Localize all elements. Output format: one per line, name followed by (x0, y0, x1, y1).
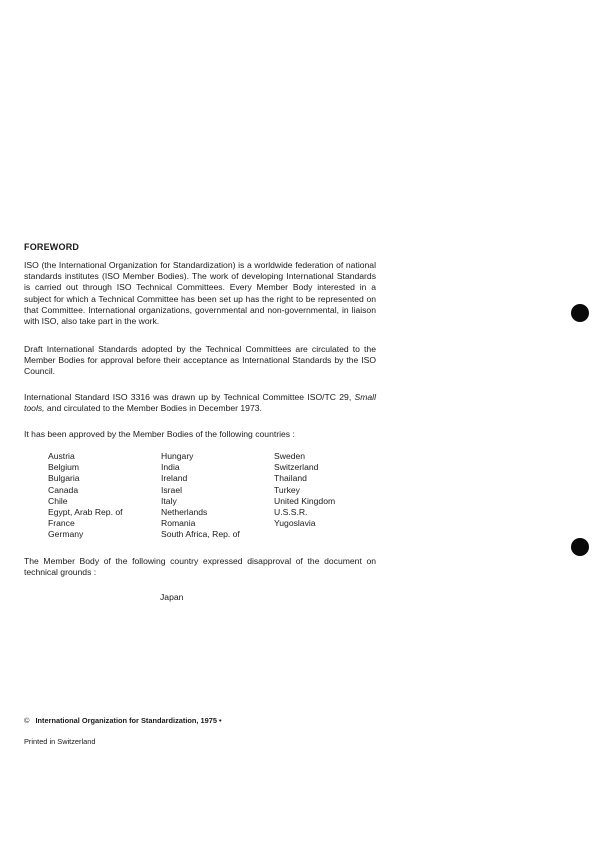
country-item: Ireland (161, 473, 188, 484)
country-item: Switzerland (274, 462, 319, 473)
country-item: Sweden (274, 451, 306, 461)
country-item: Hungary (161, 451, 194, 461)
country-item: Yugoslavia (274, 518, 316, 529)
country-item: Germany (48, 529, 84, 540)
paragraph-disapproval-intro: The Member Body of the following country expressed disapproval of the document on technical grounds : (24, 556, 376, 578)
foreword-heading: FOREWORD (24, 242, 80, 252)
country-item: Thailand (274, 473, 307, 484)
country-item: Turkey (274, 484, 300, 495)
country-item: France (48, 518, 75, 529)
standard-text-before: International Standard ISO 3316 was drawn up by Technical Committee ISO/TC 29, (24, 392, 355, 402)
standard-text-italic: Small tools, (24, 392, 376, 414)
paragraph-iso-intro: ISO (the International Organization for Standardization) is a worldwide federation of national standards institutes (ISO Member Bodies). The work of developing International Standards is carried out through ISO Technical Committees. Every Member Body interested in a subject for which a Technical Committee has been set up has the right to be represented on that Committee. International organizations, governmental and non-governmental, in liaison with ISO, also take part in the work. (24, 260, 376, 327)
country-item: Egypt, Arab Rep. of (48, 507, 123, 518)
printed-in-line: Printed in Switzerland (24, 737, 96, 746)
country-item: U.S.S.R. (274, 507, 308, 518)
copyright-line (24, 716, 222, 725)
paragraph-draft-standards: Draft International Standards adopted by the Technical Committees are circulated to the Member Bodies for approval before their acceptance as International Standards by the ISO Council. (24, 344, 376, 377)
punch-hole-bottom (571, 538, 589, 556)
standard-text-after: and circulated to the Member Bodies in December 1973. (44, 403, 262, 414)
country-item: Austria (48, 451, 75, 461)
country-item: Canada (48, 484, 79, 495)
country-item: Bulgaria (48, 473, 80, 484)
disapproval-country: Japan (160, 592, 184, 602)
country-item: Belgium (48, 462, 80, 473)
country-item: Italy (161, 495, 177, 506)
country-item: India (161, 462, 180, 473)
country-column-3 (274, 451, 374, 541)
paragraph-standard-origin (24, 392, 376, 414)
punch-hole-top (571, 304, 589, 322)
paragraph-approved-intro: It has been approved by the Member Bodies of the following countries : (24, 429, 295, 439)
country-item: South Africa, Rep. of (161, 529, 240, 540)
country-column-1 (48, 451, 161, 541)
country-list (48, 451, 374, 541)
country-column-2 (161, 451, 274, 541)
country-item: United Kingdom (274, 495, 336, 506)
country-item: Netherlands (161, 507, 208, 518)
country-item: Romania (161, 518, 196, 529)
country-item: Chile (48, 495, 68, 506)
copyright-text: International Organization for Standardization, 1975 • (35, 716, 222, 725)
copyright-symbol: © (24, 716, 30, 725)
country-item: Israel (161, 484, 183, 495)
